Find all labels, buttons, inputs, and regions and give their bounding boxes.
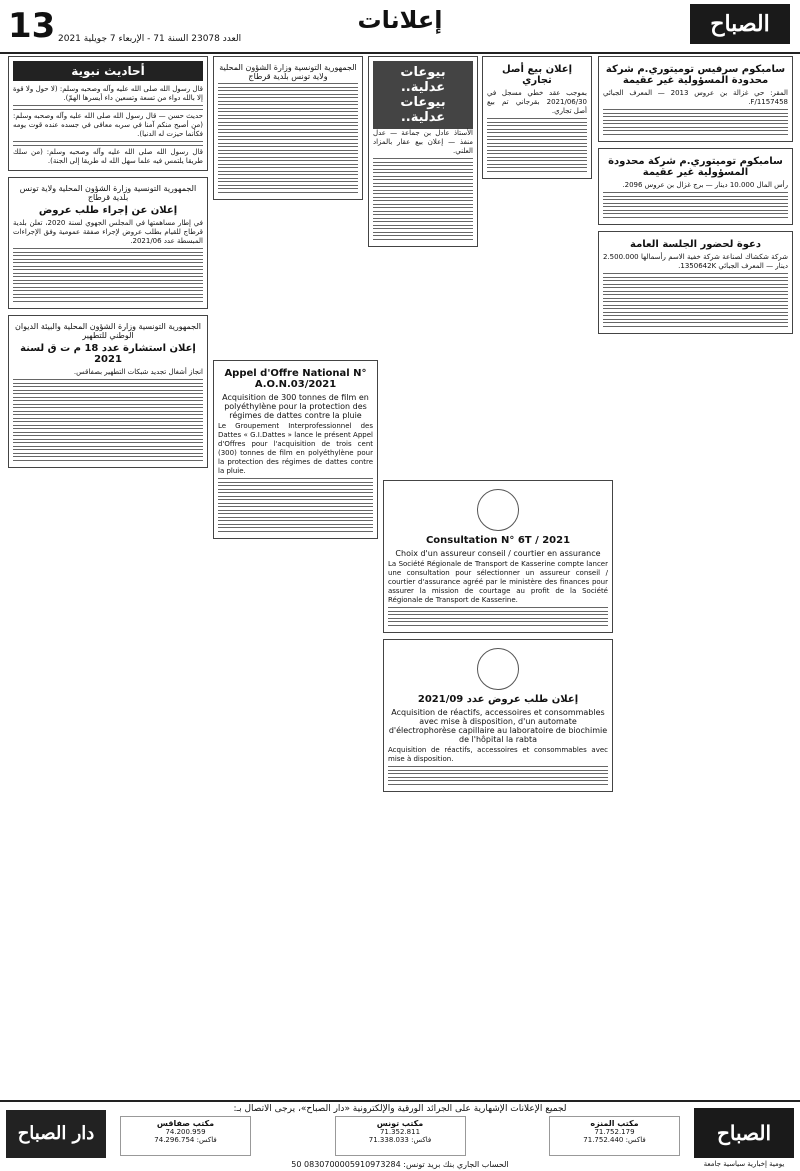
column-sales (368, 56, 478, 476)
notice-head: الجمهورية التونسية وزارة الشؤون المحلية ولاية تونس بلدية قرطاج (19, 184, 197, 202)
appel-subtitle: Acquisition de 300 tonnes de film en polyéthylène pour la protection des régimes de dattes contre la pluie (222, 393, 369, 420)
notice-assembly (598, 231, 793, 334)
hadith-item: حديث حسن — قال رسول الله صلى الله عليه وآله وصحبه وسلم: (من أصبح منكم آمنا في سربه معافى في جسده عنده قوت يومه فكأنما حيزت له الدنيا). (13, 112, 203, 138)
column-asset-sale (482, 56, 592, 476)
notice-consultation (383, 480, 613, 633)
notice-body: انجاز أشغال تجديد شبكات التطهير بصفاقس. (73, 368, 203, 376)
sales-title: بيوعات عدلية.. بيوعات عدلية.. (373, 61, 473, 129)
notice-appel-offre (213, 360, 378, 539)
footer-logo: الصباح (694, 1108, 794, 1158)
notice-sales (368, 56, 478, 247)
footer-logo-dar: دار الصباح (6, 1110, 106, 1158)
registry-title: سامبكوم سرفيس توميتوري.م شركة محدودة المسؤولية غير عقيمة (605, 64, 786, 86)
hadith-title: أحاديث نبوية (13, 61, 203, 81)
office-name: مكتب تونس (376, 1119, 424, 1128)
hospital-logo (477, 648, 519, 690)
column-left (8, 56, 208, 1096)
newspaper-logo: الصباح (690, 4, 790, 44)
transport-logo (477, 489, 519, 531)
notice-head: الجمهورية التونسية وزارة الشؤون المحلية ولاية تونس بلدية قرطاج (219, 63, 357, 81)
column-appel-offre (213, 360, 378, 1060)
appel-body: Le Groupement Interprofessionnel des Dattes « G.I.Dattes » lance le présent Appel d'Offres pour l'acquisition de trois cent (300) tonnes de film en polyéthylène pour la protection des régimes de dattes contre la pluie. (218, 422, 373, 475)
section-title: إعلانات (357, 6, 443, 34)
issue-line: العدد 23078 السنة 71 - الإربعاء 7 جويلية 2021 (58, 34, 242, 44)
hospital-body: Acquisition de réactifs, accessoires et consommables avec mise à disposition. (388, 746, 608, 763)
asset-body: بموجب عقد خطي مسجل في 2021/06/30 بقرجاني تم بيع أصل تجاري. (487, 89, 587, 115)
office-card (335, 1116, 466, 1156)
office-fax: فاكس: 74.296.754 (154, 1136, 217, 1144)
appel-title: Appel d'Offre National N° A.O.N.03/2021 (224, 368, 367, 390)
office-phone: 71.752.179 (594, 1128, 635, 1136)
registry-body: رأس المال 10.000 دينار — برج غزال بن عروس 2096. (622, 181, 788, 189)
office-name: مكتب المنزه (590, 1119, 639, 1128)
page-header (0, 0, 800, 54)
office-fax: فاكس: 71.752.440 (583, 1136, 646, 1144)
notice-registry-1 (598, 56, 793, 142)
notice-asset (482, 56, 592, 179)
column-consultation (383, 480, 613, 1080)
hadith-item: قال رسول الله صلى الله عليه وآله وصحبه وسلم: (من سلك طريقا يلتمس فيه علما سهل الله له طريقا إلى الجنة). (13, 148, 203, 165)
hadith-box (8, 56, 208, 171)
notice-main (213, 56, 363, 200)
sales-body: الأستاذ عادل بن جماعة — عدل منفذ — إعلان بيع عقار بالمزاد العلني. (373, 129, 473, 155)
footer-account: الحساب الجاري بنك بريد تونس: 0830700005910973284 50 (291, 1160, 509, 1169)
asset-title: إعلان بيع أصل تجاري (501, 64, 573, 86)
page-number: 13 (8, 6, 56, 46)
office-card (549, 1116, 680, 1156)
notice-title: إعلان عن إجراء طلب عروض (38, 205, 178, 216)
column-right (598, 56, 793, 1096)
office-name: مكتب صفاقس (156, 1119, 215, 1128)
registry-body: المقر: حي غزالة بن عروس 2013 — المعرف الجبائي 1157458/F. (603, 89, 788, 106)
office-fax: فاكس: 71.338.033 (368, 1136, 432, 1144)
column-center-left (213, 56, 363, 356)
consultation-body: La Société Régionale de Transport de Kasserine compte lancer une consultation pour sélectionner un assureur conseil / courtier d'assurance agréé par le ministère des finances pour assurer la mission de courtage au profit de la Société Régionale de Transport de Kasserine. (388, 560, 608, 604)
hospital-subtitle: Acquisition de réactifs, accessoires et consommables avec mise à disposition, d'un automate d'électrophorèse capillaire au laboratoire de biochimie de l'hôpital la rabta (388, 708, 608, 744)
footer-tagline: يومية إخبارية سياسية جامعة (703, 1160, 785, 1168)
footer-offices (120, 1116, 680, 1156)
hospital-title: إعلان طلب عروض عدد 2021/09 (417, 694, 579, 705)
notice-jendouba (8, 177, 208, 309)
page-footer (0, 1100, 800, 1171)
consultation-subtitle: Choix d'un assureur conseil / courtier en assurance (395, 549, 601, 558)
notice-registry-2 (598, 148, 793, 225)
consultation-title: Consultation N° 6T / 2021 (425, 535, 571, 546)
registry-title: سامبكوم توميتوري.م شركة محدودة المسؤولية غير عقيمة (608, 156, 783, 178)
footer-note: لجميع الإعلانات الإشهارية على الجرائد الورقية والإلكترونية «دار الصباح»، يرجى الاتصال بـ: (233, 1104, 567, 1114)
assembly-body: شركة شكشاك لصناعة شركة خفية الاسم رأسمالها 2.500.000 دينار — المعرف الجبائي 1350642K. (603, 253, 788, 270)
notice-head: الجمهورية التونسية وزارة الشؤون المحلية والبيئة الديوان الوطني للتطهير (14, 322, 202, 340)
notice-body: في إطار مساهمتها في المجلس الجهوي لسنة 2020، تعلن بلدية قرطاج للقيام بطلب عروض لإجراء صفقة عمومية وفق الإجراءات المبسطة عدد 2021/06. (13, 219, 203, 245)
notice-hospital (383, 639, 613, 792)
assembly-title: دعوة لحضور الجلسة العامة (630, 239, 761, 250)
office-card (120, 1116, 251, 1156)
hadith-item: قال رسول الله صلى الله عليه وآله وصحبه وسلم: (لا حول ولا قوة إلا بالله دواء من تسعة وتسعين داء أيسرها الهمّ). (13, 85, 203, 102)
notice-title: إعلان استشارة عدد 18 م ت ق لسنة 2021 (20, 343, 196, 365)
office-phone: 74.200.959 (165, 1128, 206, 1136)
notice-onas (8, 315, 208, 468)
office-phone: 71.352.811 (379, 1128, 421, 1136)
